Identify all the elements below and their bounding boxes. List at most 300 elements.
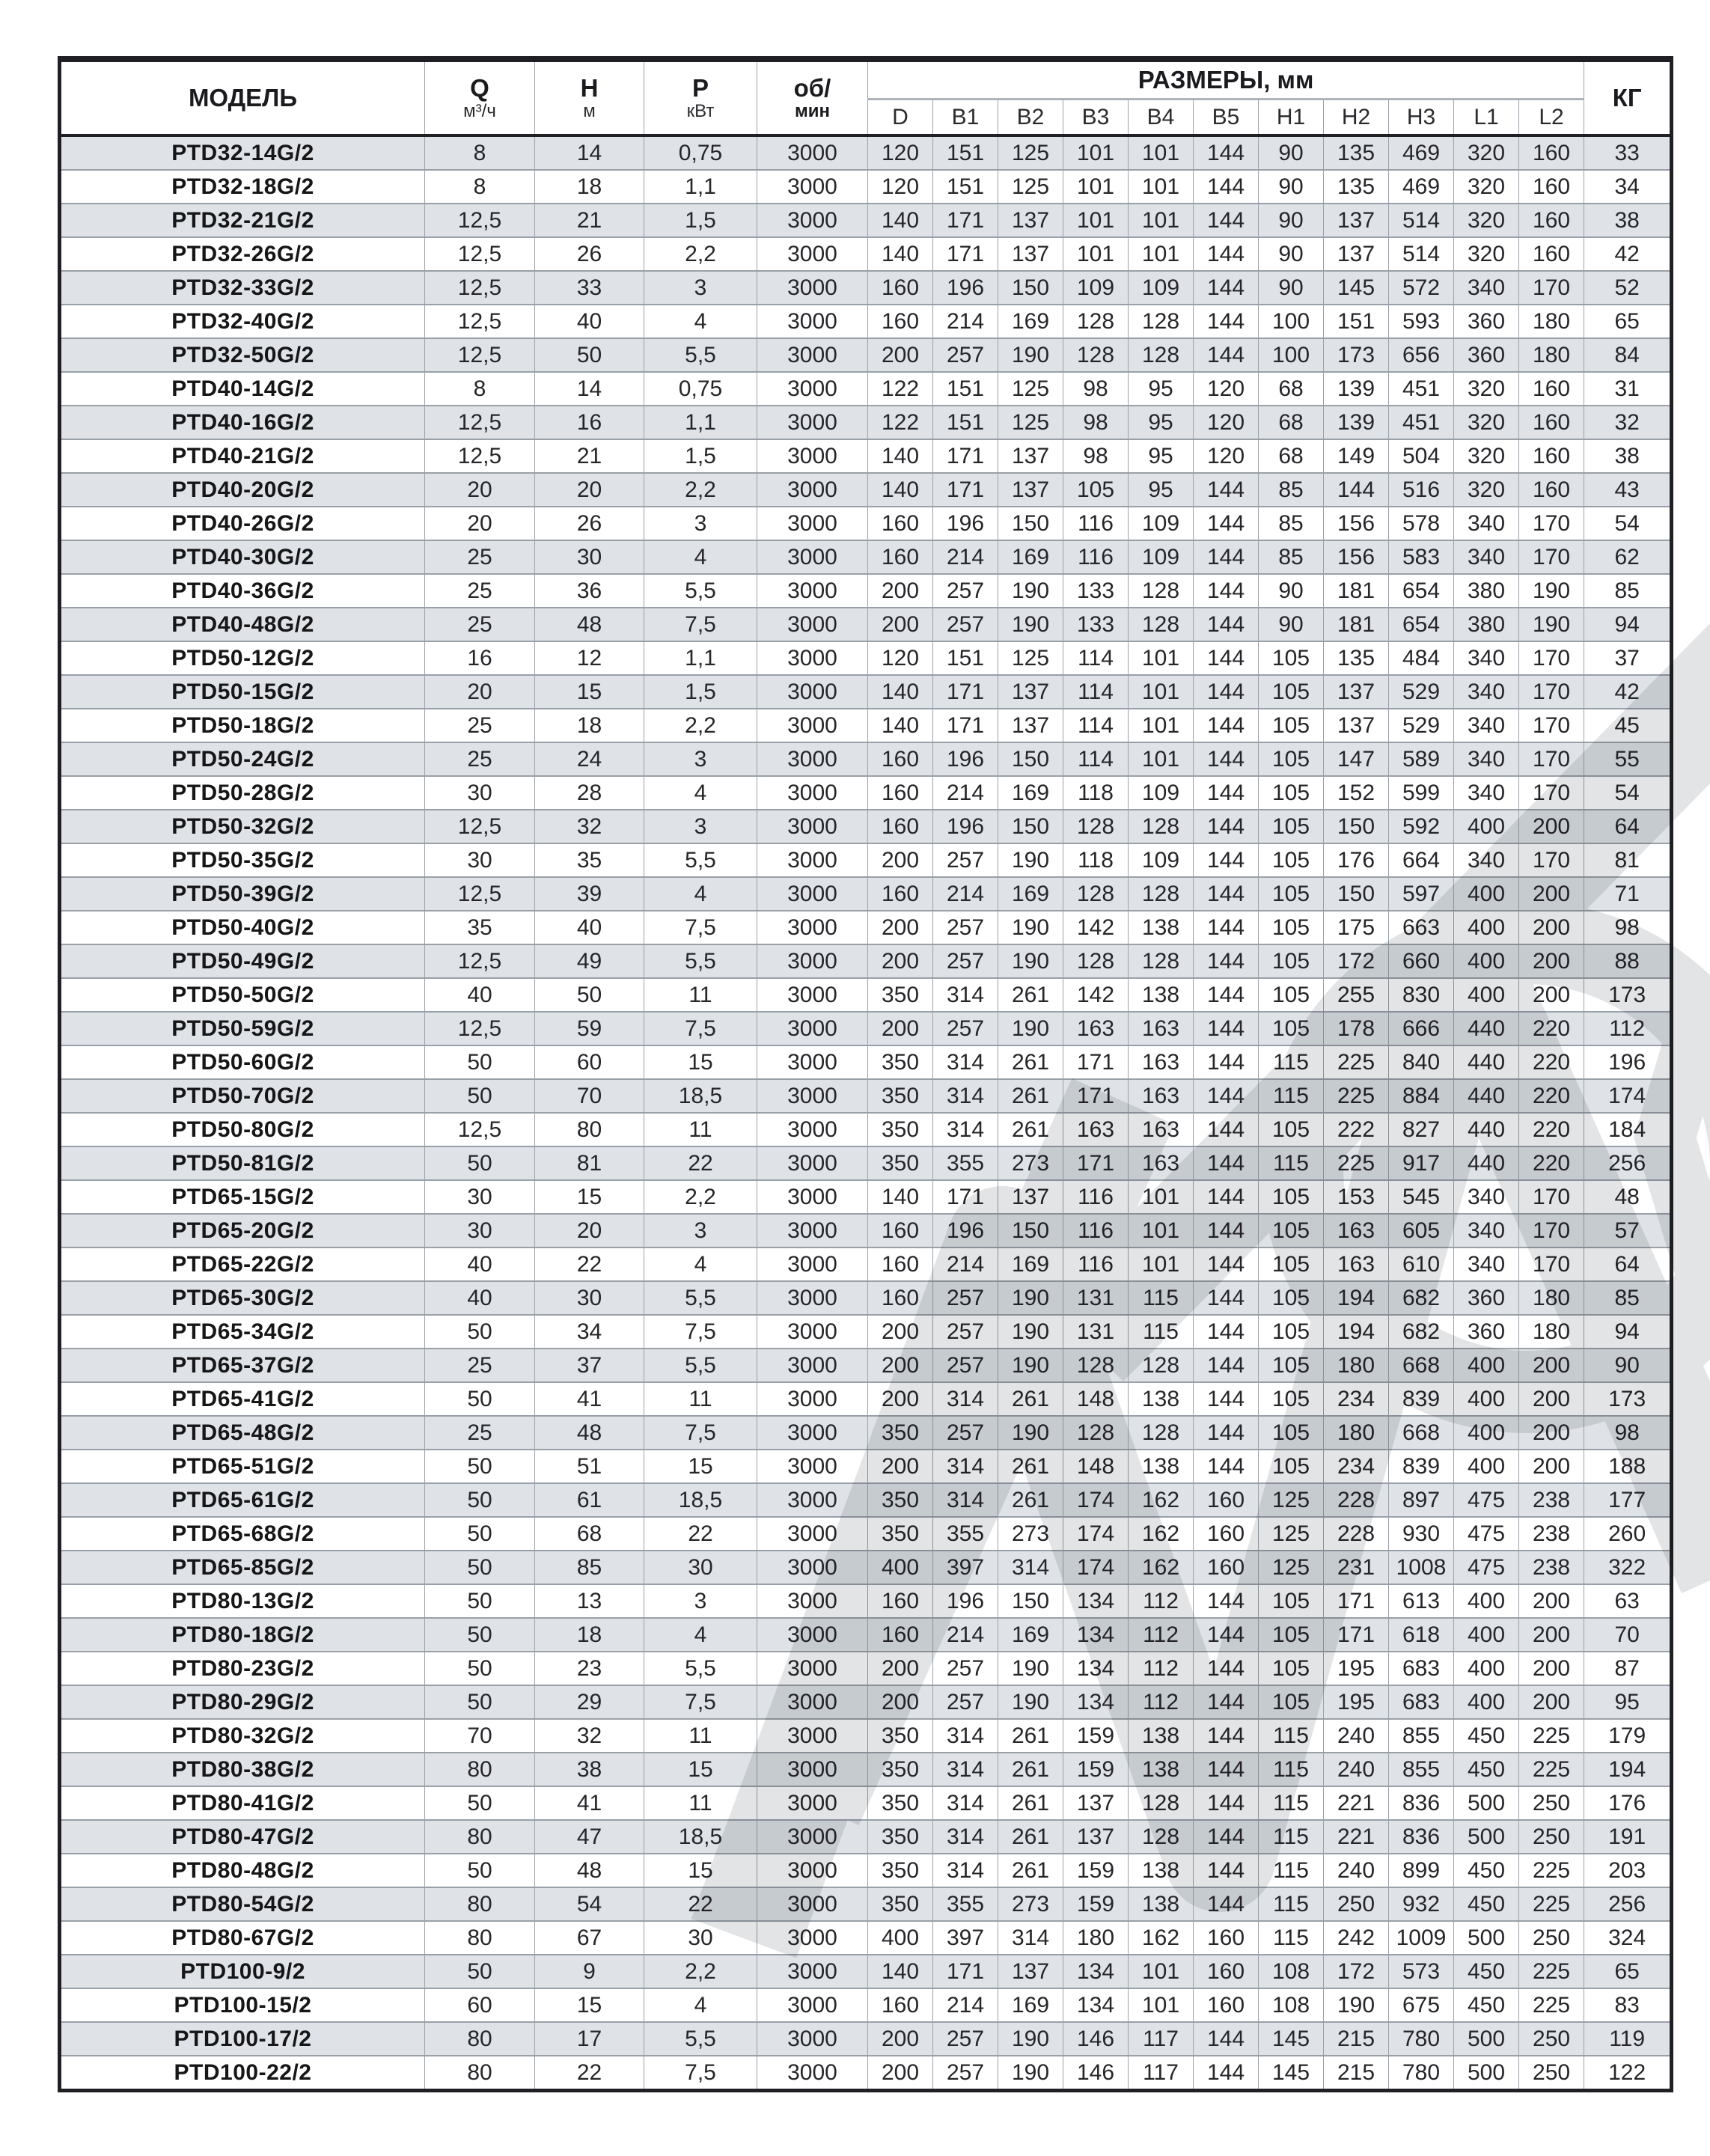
- cell-H2: 153: [1324, 1180, 1389, 1214]
- cell-B2: 169: [998, 877, 1063, 911]
- cell-model: PTD50-15G/2: [60, 675, 425, 709]
- cell-model: PTD50-28G/2: [60, 776, 425, 810]
- cell-H1: 105: [1259, 1618, 1324, 1652]
- cell-D: 350: [868, 1887, 933, 1921]
- cell-rpm: 3000: [757, 843, 868, 877]
- cell-B1: 196: [933, 1584, 998, 1618]
- cell-q: 70: [425, 1719, 535, 1753]
- cell-H3: 884: [1389, 1079, 1454, 1113]
- cell-B3: 128: [1063, 944, 1129, 978]
- table-row: [60, 608, 1672, 641]
- cell-B5: 120: [1194, 439, 1259, 473]
- cell-p: 30: [644, 1551, 757, 1584]
- cell-p: 7,5: [644, 911, 757, 944]
- cell-B2: 261: [998, 1483, 1063, 1517]
- table-row: [60, 540, 1672, 574]
- cell-q: 50: [425, 1079, 535, 1113]
- header-model: МОДЕЛЬ: [60, 59, 425, 135]
- cell-q: 8: [425, 372, 535, 406]
- cell-H3: 618: [1389, 1618, 1454, 1652]
- cell-p: 4: [644, 1248, 757, 1281]
- pump-spec-table: [58, 56, 1673, 2092]
- cell-L1: 475: [1454, 1517, 1519, 1551]
- cell-H1: 115: [1259, 1820, 1324, 1854]
- cell-B4: 101: [1129, 1180, 1194, 1214]
- cell-model: PTD40-36G/2: [60, 574, 425, 608]
- cell-rpm: 3000: [757, 911, 868, 944]
- cell-B1: 257: [933, 1012, 998, 1045]
- cell-L2: 220: [1519, 1012, 1584, 1045]
- table-row: [60, 1113, 1672, 1146]
- cell-rpm: 3000: [757, 1753, 868, 1786]
- cell-H2: 150: [1324, 877, 1389, 911]
- header-kg: КГ: [1584, 59, 1672, 135]
- cell-B5: 144: [1194, 507, 1259, 540]
- cell-B1: 314: [933, 1113, 998, 1146]
- cell-B3: 163: [1063, 1113, 1129, 1146]
- cell-rpm: 3000: [757, 305, 868, 338]
- cell-B2: 190: [998, 1281, 1063, 1315]
- cell-B3: 159: [1063, 1887, 1129, 1921]
- cell-p: 11: [644, 1719, 757, 1753]
- cell-B1: 151: [933, 406, 998, 439]
- table-row: [60, 1551, 1672, 1584]
- cell-p: 2,2: [644, 709, 757, 742]
- cell-kg: 179: [1584, 1719, 1672, 1753]
- cell-B1: 355: [933, 1517, 998, 1551]
- cell-D: 140: [868, 675, 933, 709]
- cell-B1: 314: [933, 1786, 998, 1820]
- cell-B1: 171: [933, 204, 998, 237]
- cell-p: 15: [644, 1753, 757, 1786]
- cell-model: PTD50-32G/2: [60, 810, 425, 843]
- cell-kg: 71: [1584, 877, 1672, 911]
- cell-model: PTD100-17/2: [60, 2022, 425, 2056]
- cell-q: 12,5: [425, 305, 535, 338]
- cell-B4: 101: [1129, 641, 1194, 675]
- cell-B2: 137: [998, 237, 1063, 271]
- table-row: [60, 1719, 1672, 1753]
- cell-H1: 125: [1259, 1517, 1324, 1551]
- cell-H1: 105: [1259, 1652, 1324, 1685]
- table-row: [60, 372, 1672, 406]
- cell-L1: 400: [1454, 1685, 1519, 1719]
- cell-B1: 257: [933, 944, 998, 978]
- cell-L2: 170: [1519, 507, 1584, 540]
- table-row: [60, 978, 1672, 1012]
- cell-B2: 314: [998, 1551, 1063, 1584]
- cell-D: 160: [868, 271, 933, 305]
- cell-H1: 105: [1259, 742, 1324, 776]
- cell-B3: 159: [1063, 1753, 1129, 1786]
- cell-rpm: 3000: [757, 776, 868, 810]
- cell-B1: 171: [933, 1180, 998, 1214]
- cell-H3: 660: [1389, 944, 1454, 978]
- cell-H1: 105: [1259, 1584, 1324, 1618]
- cell-L1: 320: [1454, 135, 1519, 170]
- cell-p: 4: [644, 305, 757, 338]
- cell-rpm: 3000: [757, 1113, 868, 1146]
- cell-H2: 163: [1324, 1214, 1389, 1248]
- cell-h: 41: [535, 1382, 644, 1416]
- cell-B5: 144: [1194, 170, 1259, 204]
- cell-B5: 144: [1194, 135, 1259, 170]
- cell-H1: 90: [1259, 237, 1324, 271]
- cell-p: 5,5: [644, 1349, 757, 1382]
- cell-B1: 257: [933, 338, 998, 372]
- cell-q: 25: [425, 540, 535, 574]
- cell-p: 3: [644, 507, 757, 540]
- cell-rpm: 3000: [757, 1416, 868, 1450]
- cell-rpm: 3000: [757, 1045, 868, 1079]
- table-row: [60, 1012, 1672, 1045]
- cell-B1: 196: [933, 742, 998, 776]
- cell-B1: 171: [933, 237, 998, 271]
- cell-L2: 220: [1519, 1146, 1584, 1180]
- cell-D: 120: [868, 135, 933, 170]
- cell-D: 350: [868, 1517, 933, 1551]
- cell-H1: 125: [1259, 1551, 1324, 1584]
- cell-B4: 101: [1129, 742, 1194, 776]
- cell-L2: 250: [1519, 1786, 1584, 1820]
- table-row: [60, 911, 1672, 944]
- cell-H2: 135: [1324, 170, 1389, 204]
- cell-B1: 314: [933, 1045, 998, 1079]
- cell-B3: 101: [1063, 135, 1129, 170]
- cell-model: PTD65-20G/2: [60, 1214, 425, 1248]
- cell-L1: 320: [1454, 406, 1519, 439]
- cell-model: PTD65-34G/2: [60, 1315, 425, 1349]
- cell-rpm: 3000: [757, 170, 868, 204]
- cell-B4: 101: [1129, 709, 1194, 742]
- cell-rpm: 3000: [757, 1315, 868, 1349]
- cell-B3: 116: [1063, 1180, 1129, 1214]
- cell-rpm: 3000: [757, 742, 868, 776]
- cell-B3: 114: [1063, 742, 1129, 776]
- cell-p: 30: [644, 1921, 757, 1955]
- table-row: [60, 877, 1672, 911]
- cell-q: 25: [425, 574, 535, 608]
- cell-B2: 169: [998, 776, 1063, 810]
- cell-D: 200: [868, 338, 933, 372]
- cell-B1: 257: [933, 1349, 998, 1382]
- cell-kg: 196: [1584, 1045, 1672, 1079]
- cell-model: PTD65-68G/2: [60, 1517, 425, 1551]
- cell-L2: 170: [1519, 1214, 1584, 1248]
- cell-model: PTD40-20G/2: [60, 473, 425, 507]
- cell-B4: 109: [1129, 271, 1194, 305]
- cell-B1: 355: [933, 1146, 998, 1180]
- cell-B5: 160: [1194, 1955, 1259, 1988]
- cell-B3: 133: [1063, 574, 1129, 608]
- cell-q: 12,5: [425, 877, 535, 911]
- cell-H2: 171: [1324, 1584, 1389, 1618]
- cell-B2: 150: [998, 810, 1063, 843]
- header-p-symbol: Р: [691, 74, 709, 102]
- cell-H1: 105: [1259, 1315, 1324, 1349]
- cell-B1: 171: [933, 675, 998, 709]
- cell-B4: 115: [1129, 1315, 1194, 1349]
- cell-B1: 397: [933, 1921, 998, 1955]
- cell-L1: 475: [1454, 1483, 1519, 1517]
- cell-p: 15: [644, 1450, 757, 1483]
- table-row: [60, 1079, 1672, 1113]
- table-row: [60, 1854, 1672, 1887]
- cell-B5: 160: [1194, 1483, 1259, 1517]
- cell-rpm: 3000: [757, 2056, 868, 2091]
- cell-L2: 200: [1519, 810, 1584, 843]
- cell-L1: 340: [1454, 843, 1519, 877]
- cell-B3: 131: [1063, 1315, 1129, 1349]
- cell-B2: 261: [998, 1753, 1063, 1786]
- cell-B2: 273: [998, 1146, 1063, 1180]
- cell-B5: 144: [1194, 843, 1259, 877]
- cell-p: 11: [644, 1113, 757, 1146]
- cell-B2: 190: [998, 1315, 1063, 1349]
- cell-kg: 85: [1584, 1281, 1672, 1315]
- table-row: [60, 338, 1672, 372]
- cell-h: 39: [535, 877, 644, 911]
- cell-B5: 144: [1194, 1450, 1259, 1483]
- cell-B2: 125: [998, 406, 1063, 439]
- cell-H3: 451: [1389, 406, 1454, 439]
- cell-B3: 128: [1063, 810, 1129, 843]
- cell-model: PTD50-70G/2: [60, 1079, 425, 1113]
- cell-model: PTD32-21G/2: [60, 204, 425, 237]
- cell-H2: 150: [1324, 810, 1389, 843]
- cell-h: 21: [535, 439, 644, 473]
- cell-H2: 194: [1324, 1281, 1389, 1315]
- cell-H3: 514: [1389, 204, 1454, 237]
- cell-B1: 214: [933, 540, 998, 574]
- cell-H2: 144: [1324, 473, 1389, 507]
- cell-h: 28: [535, 776, 644, 810]
- cell-q: 16: [425, 641, 535, 675]
- cell-q: 25: [425, 1349, 535, 1382]
- cell-H3: 675: [1389, 1988, 1454, 2022]
- cell-B4: 112: [1129, 1618, 1194, 1652]
- cell-B3: 128: [1063, 877, 1129, 911]
- cell-L2: 160: [1519, 170, 1584, 204]
- cell-rpm: 3000: [757, 372, 868, 406]
- cell-B5: 144: [1194, 2022, 1259, 2056]
- cell-model: PTD40-21G/2: [60, 439, 425, 473]
- cell-H3: 930: [1389, 1517, 1454, 1551]
- cell-kg: 48: [1584, 1180, 1672, 1214]
- header-size-B1: B1: [933, 100, 998, 136]
- cell-H3: 682: [1389, 1315, 1454, 1349]
- cell-B1: 314: [933, 1483, 998, 1517]
- cell-h: 61: [535, 1483, 644, 1517]
- cell-D: 350: [868, 1719, 933, 1753]
- cell-H2: 175: [1324, 911, 1389, 944]
- cell-B2: 190: [998, 1652, 1063, 1685]
- cell-B3: 133: [1063, 608, 1129, 641]
- cell-h: 18: [535, 709, 644, 742]
- cell-H3: 683: [1389, 1685, 1454, 1719]
- cell-B4: 138: [1129, 1887, 1194, 1921]
- cell-D: 160: [868, 540, 933, 574]
- cell-H1: 85: [1259, 540, 1324, 574]
- cell-L2: 200: [1519, 877, 1584, 911]
- cell-model: PTD65-15G/2: [60, 1180, 425, 1214]
- table-row: [60, 1753, 1672, 1786]
- cell-kg: 203: [1584, 1854, 1672, 1887]
- cell-B2: 261: [998, 1382, 1063, 1416]
- cell-H1: 105: [1259, 978, 1324, 1012]
- cell-L1: 340: [1454, 641, 1519, 675]
- cell-model: PTD65-30G/2: [60, 1281, 425, 1315]
- cell-H2: 225: [1324, 1146, 1389, 1180]
- cell-model: PTD65-41G/2: [60, 1382, 425, 1416]
- cell-H1: 105: [1259, 1248, 1324, 1281]
- cell-rpm: 3000: [757, 271, 868, 305]
- cell-B4: 163: [1129, 1012, 1194, 1045]
- cell-h: 18: [535, 1618, 644, 1652]
- cell-kg: 95: [1584, 1685, 1672, 1719]
- cell-B5: 144: [1194, 978, 1259, 1012]
- cell-B5: 144: [1194, 641, 1259, 675]
- cell-H2: 172: [1324, 944, 1389, 978]
- table-row: [60, 675, 1672, 709]
- cell-kg: 42: [1584, 237, 1672, 271]
- cell-B3: 109: [1063, 271, 1129, 305]
- cell-B5: 144: [1194, 1820, 1259, 1854]
- cell-B5: 144: [1194, 1349, 1259, 1382]
- cell-B4: 138: [1129, 1382, 1194, 1416]
- cell-B2: 261: [998, 1854, 1063, 1887]
- cell-B4: 128: [1129, 877, 1194, 911]
- cell-B3: 148: [1063, 1450, 1129, 1483]
- table-row: [60, 776, 1672, 810]
- cell-h: 70: [535, 1079, 644, 1113]
- table-row: [60, 473, 1672, 507]
- cell-H2: 180: [1324, 1349, 1389, 1382]
- cell-B5: 160: [1194, 1551, 1259, 1584]
- cell-L2: 180: [1519, 1315, 1584, 1349]
- cell-B3: 134: [1063, 1685, 1129, 1719]
- table-row: [60, 406, 1672, 439]
- cell-p: 7,5: [644, 1416, 757, 1450]
- cell-q: 30: [425, 1180, 535, 1214]
- cell-H2: 215: [1324, 2022, 1389, 2056]
- cell-h: 50: [535, 978, 644, 1012]
- cell-B4: 128: [1129, 1349, 1194, 1382]
- cell-L1: 400: [1454, 1618, 1519, 1652]
- cell-B2: 190: [998, 1349, 1063, 1382]
- cell-kg: 98: [1584, 911, 1672, 944]
- cell-D: 160: [868, 1214, 933, 1248]
- cell-B4: 101: [1129, 135, 1194, 170]
- cell-B5: 144: [1194, 1652, 1259, 1685]
- cell-L2: 200: [1519, 1584, 1584, 1618]
- cell-h: 26: [535, 507, 644, 540]
- cell-q: 25: [425, 1416, 535, 1450]
- cell-D: 160: [868, 1248, 933, 1281]
- cell-B4: 109: [1129, 540, 1194, 574]
- cell-B1: 214: [933, 1248, 998, 1281]
- cell-q: 20: [425, 675, 535, 709]
- cell-B1: 257: [933, 1685, 998, 1719]
- cell-B3: 101: [1063, 204, 1129, 237]
- cell-B2: 150: [998, 507, 1063, 540]
- cell-H3: 855: [1389, 1719, 1454, 1753]
- cell-rpm: 3000: [757, 1786, 868, 1820]
- cell-kg: 83: [1584, 1988, 1672, 2022]
- cell-H1: 105: [1259, 810, 1324, 843]
- header-size-H1: H1: [1259, 100, 1324, 136]
- cell-q: 50: [425, 1618, 535, 1652]
- cell-B2: 261: [998, 1450, 1063, 1483]
- cell-kg: 34: [1584, 170, 1672, 204]
- cell-model: PTD100-22/2: [60, 2056, 425, 2091]
- cell-B5: 144: [1194, 1753, 1259, 1786]
- cell-D: 140: [868, 439, 933, 473]
- cell-L2: 170: [1519, 709, 1584, 742]
- cell-B1: 257: [933, 1652, 998, 1685]
- cell-D: 120: [868, 170, 933, 204]
- cell-B1: 214: [933, 1988, 998, 2022]
- cell-L1: 475: [1454, 1551, 1519, 1584]
- cell-L1: 340: [1454, 507, 1519, 540]
- cell-L1: 450: [1454, 1955, 1519, 1988]
- cell-L2: 170: [1519, 641, 1584, 675]
- header-size-H3: H3: [1389, 100, 1454, 136]
- cell-q: 50: [425, 1517, 535, 1551]
- cell-D: 350: [868, 1045, 933, 1079]
- cell-H1: 105: [1259, 944, 1324, 978]
- cell-B1: 257: [933, 843, 998, 877]
- cell-model: PTD100-9/2: [60, 1955, 425, 1988]
- cell-model: PTD80-67G/2: [60, 1921, 425, 1955]
- cell-B2: 137: [998, 709, 1063, 742]
- cell-p: 1,5: [644, 675, 757, 709]
- cell-H3: 613: [1389, 1584, 1454, 1618]
- cell-L2: 190: [1519, 608, 1584, 641]
- cell-B1: 214: [933, 776, 998, 810]
- cell-B3: 118: [1063, 843, 1129, 877]
- cell-kg: 37: [1584, 641, 1672, 675]
- cell-h: 12: [535, 641, 644, 675]
- cell-h: 14: [535, 135, 644, 170]
- cell-B3: 137: [1063, 1820, 1129, 1854]
- cell-H2: 139: [1324, 372, 1389, 406]
- cell-L1: 320: [1454, 237, 1519, 271]
- cell-H2: 195: [1324, 1685, 1389, 1719]
- cell-D: 200: [868, 574, 933, 608]
- cell-H3: 668: [1389, 1416, 1454, 1450]
- cell-kg: 191: [1584, 1820, 1672, 1854]
- cell-B4: 138: [1129, 1753, 1194, 1786]
- cell-B4: 138: [1129, 911, 1194, 944]
- cell-B1: 355: [933, 1887, 998, 1921]
- table-row: [60, 1887, 1672, 1921]
- cell-L2: 200: [1519, 1685, 1584, 1719]
- cell-H3: 840: [1389, 1045, 1454, 1079]
- cell-L2: 200: [1519, 911, 1584, 944]
- cell-B4: 162: [1129, 1921, 1194, 1955]
- cell-p: 4: [644, 1988, 757, 2022]
- cell-H1: 115: [1259, 1753, 1324, 1786]
- cell-H1: 115: [1259, 1887, 1324, 1921]
- cell-h: 18: [535, 170, 644, 204]
- cell-D: 160: [868, 1618, 933, 1652]
- cell-H2: 221: [1324, 1820, 1389, 1854]
- cell-L2: 225: [1519, 1887, 1584, 1921]
- cell-p: 22: [644, 1887, 757, 1921]
- cell-h: 80: [535, 1113, 644, 1146]
- cell-model: PTD50-60G/2: [60, 1045, 425, 1079]
